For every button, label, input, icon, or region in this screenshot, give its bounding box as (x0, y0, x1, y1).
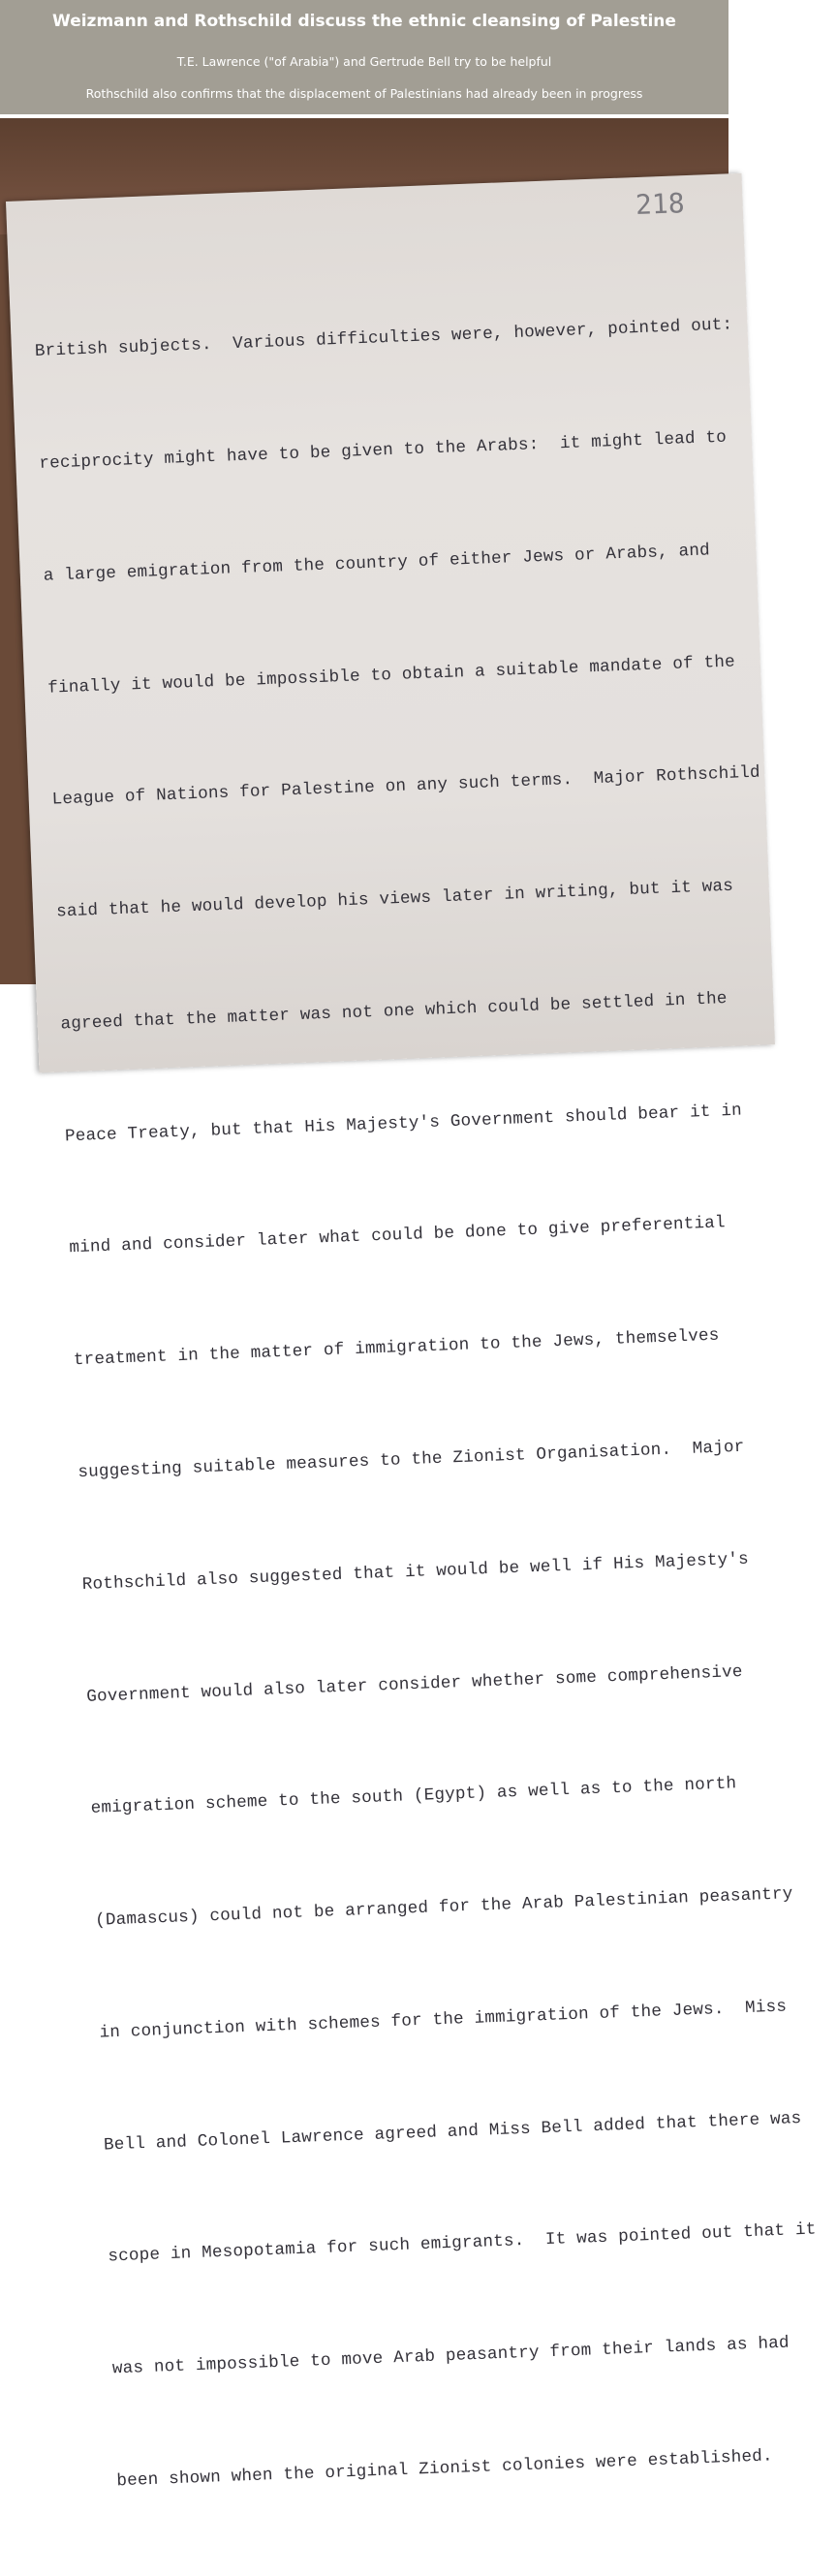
text-line: emigration scheme to the south (Egypt) as well as to the north (90, 1774, 737, 1819)
text-line: Rothschild also suggested that it would be well if His Majesty's (81, 1549, 750, 1595)
typed-text (31, 232, 836, 2575)
text-line: was not impossible to move Arab peasantry from their lands as had (111, 2333, 790, 2379)
text-line: mind and consider later what could be done to give preferential (69, 1213, 727, 1258)
page-number: 218 (635, 187, 686, 222)
text-line: agreed that the matter was not one which could be settled in the (60, 988, 728, 1035)
text-line: (Damascus) could not be arranged for the Arab Palestinian peasantry (94, 1884, 793, 1931)
text-line: finally it would be impossible to obtain a suitable mandate of the (46, 651, 736, 698)
text-line: British subjects. Various difficulties were, however, pointed out: (34, 315, 733, 362)
text-line: suggesting suitable measures to the Zionist Organisation. Major (78, 1437, 745, 1483)
text-line: Government would also later consider whether some comprehensive (85, 1661, 743, 1707)
subtitle-lawrence-bell: T.E. Lawrence ("of Arabia") and Gertrude Bell try to be helpful (176, 54, 552, 69)
text-line: reciprocity might have to be given to the Arabs: it might lead to (39, 427, 728, 474)
typed-page (6, 173, 817, 2492)
text-line: Peace Treaty, but that His Majesty's Government should bear it in (64, 1101, 743, 1147)
text-line: been shown when the original Zionist colonies were established. (116, 2446, 774, 2492)
page-header (0, 0, 728, 114)
subtitle-rothschild: Rothschild also confirms that the displacement of Palestinians had already been in progress (85, 86, 643, 101)
text-line: a large emigration from the country of either Jews or Arabs, and (43, 541, 711, 586)
text-line: Bell and Colonel Lawrence agreed and Miss Bell added that there was (103, 2108, 802, 2156)
text-line: League of Nations for Palestine on any such terms. Major Rothschild (51, 762, 761, 810)
text-line: said that he would develop his views later in writing, but it was (55, 876, 734, 922)
text-line: in conjunction with schemes for the immigration of the Jews. Miss (99, 1997, 788, 2043)
text-line: scope in Mesopotamia for such emigrants. It was pointed out that it (108, 2219, 817, 2267)
document-photo (0, 118, 817, 2492)
page-title: Weizmann and Rothschild discuss the ethnic cleansing of Palestine (52, 12, 676, 31)
text-line: treatment in the matter of immigration to the Jews, themselves (73, 1325, 720, 1371)
